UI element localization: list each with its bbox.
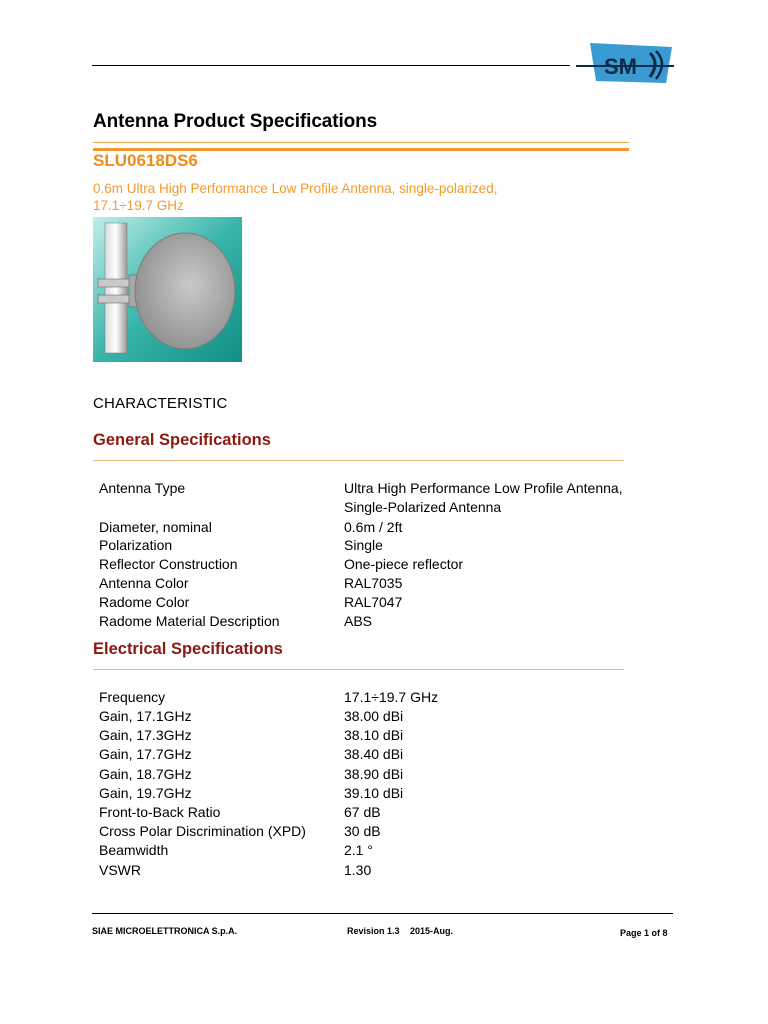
spec-label: Polarization: [99, 537, 173, 553]
spec-label: Radome Material Description: [99, 613, 280, 629]
spec-value: RAL7035: [344, 575, 403, 591]
spec-value: 1.30: [344, 862, 372, 878]
spec-label: Gain, 17.3GHz: [99, 727, 192, 743]
footer-company: SIAE MICROELETTRONICA S.p.A.: [92, 926, 238, 936]
spec-label: VSWR: [99, 862, 141, 878]
header-rule: [92, 65, 570, 66]
spec-label: Gain, 18.7GHz: [99, 766, 192, 782]
footer-revision: Revision 1.3: [347, 926, 400, 936]
spec-label: Antenna Type: [99, 480, 186, 496]
spec-value: 38.00 dBi: [344, 708, 404, 724]
spec-value: RAL7047: [344, 594, 403, 610]
spec-label: Radome Color: [99, 594, 190, 610]
electrical-specs-heading: Electrical Specifications: [93, 640, 283, 658]
footer-rule: [92, 913, 673, 914]
spec-value: 38.40 dBi: [344, 746, 404, 762]
electrical-specs-divider: [93, 669, 624, 670]
general-specs-divider: [93, 460, 624, 461]
spec-value: 0.6m / 2ft: [344, 519, 403, 535]
spec-value: Single: [344, 537, 383, 553]
spec-value: 2.1 °: [344, 842, 373, 858]
spec-label: Front-to-Back Ratio: [99, 804, 221, 820]
spec-value: ABS: [344, 613, 373, 629]
spec-value: Ultra High Performance Low Profile Antenna,: [344, 480, 623, 496]
spec-value: 39.10 dBi: [344, 785, 404, 801]
spec-value: 67 dB: [344, 804, 381, 820]
spec-label: Cross Polar Discrimination (XPD): [99, 823, 306, 839]
spec-label: Gain, 17.7GHz: [99, 746, 192, 762]
spec-value: One-piece reflector: [344, 556, 464, 572]
title-divider-thin: [93, 142, 629, 143]
product-description-line-2: 17.1÷19.7 GHz: [93, 198, 184, 213]
model-number: SLU0618DS6: [93, 151, 198, 170]
siae-logo: [576, 41, 676, 85]
spec-label: Reflector Construction: [99, 556, 238, 572]
spec-label: Diameter, nominal: [99, 519, 212, 535]
page-title: Antenna Product Specifications: [93, 111, 378, 132]
general-specs-heading: General Specifications: [93, 431, 271, 449]
product-description: [93, 180, 613, 214]
spec-value: 17.1÷19.7 GHz: [344, 689, 439, 705]
logo-text: SM: [604, 54, 637, 79]
product-description-line-1: 0.6m Ultra High Performance Low Profile Antenna, single-polarized,: [93, 181, 498, 196]
footer-page-number: Page 1 of 8: [620, 928, 668, 938]
antenna-product-image: [93, 217, 242, 362]
spec-value-continued: Single-Polarized Antenna: [344, 499, 502, 515]
characteristic-heading: CHARACTERISTIC: [93, 395, 228, 412]
spec-label: Antenna Color: [99, 575, 189, 591]
spec-value: 30 dB: [344, 823, 381, 839]
spec-value: 38.10 dBi: [344, 727, 404, 743]
footer-date: 2015-Aug.: [410, 926, 454, 936]
spec-label: Gain, 17.1GHz: [99, 708, 192, 724]
spec-label: Frequency: [99, 689, 166, 705]
spec-label: Beamwidth: [99, 842, 169, 858]
spec-label: Gain, 19.7GHz: [99, 785, 192, 801]
spec-value: 38.90 dBi: [344, 766, 404, 782]
